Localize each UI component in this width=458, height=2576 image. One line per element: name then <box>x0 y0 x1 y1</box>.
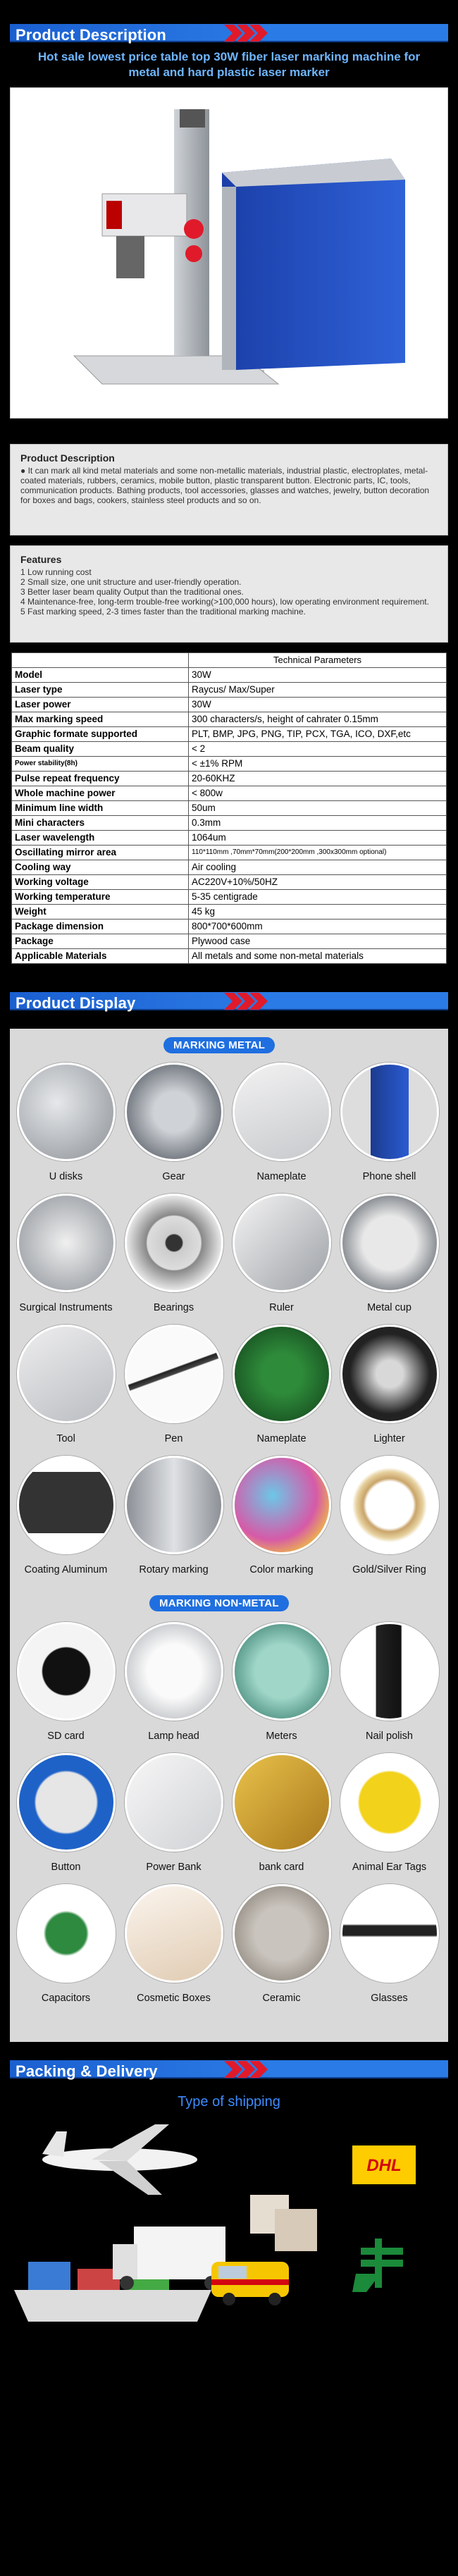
param-name: Laser power <box>12 698 189 712</box>
sample-label: U disks <box>49 1171 83 1182</box>
param-value: 20-60KHZ <box>189 772 447 786</box>
sample-label: Nameplate <box>256 1171 307 1182</box>
table-row <box>12 919 447 934</box>
feature-item: 1 Low running cost <box>20 567 92 577</box>
table-row <box>12 757 447 772</box>
sample-label: Pen <box>164 1433 183 1444</box>
param-value: Air cooling <box>189 860 447 875</box>
sample-image <box>340 1753 439 1852</box>
table-row <box>12 727 447 742</box>
section-title: Packing & Delivery <box>16 2062 158 2080</box>
param-name: Pulse repeat frequency <box>12 772 189 786</box>
sample-image <box>233 1456 331 1554</box>
sample-image <box>125 1622 223 1721</box>
product-hero-image <box>10 87 448 419</box>
sample-item <box>119 1753 228 1884</box>
sample-item <box>227 1325 336 1456</box>
logistics-logo-icon <box>352 2238 403 2292</box>
section-header-display <box>0 989 458 1013</box>
param-value: 110*110mm ,70mm*70mm(200*200mm ,300x300mm optional) <box>189 846 447 860</box>
sample-label: Nail polish <box>366 1730 413 1742</box>
sample-image <box>233 1622 331 1721</box>
section-title: Product Description <box>16 26 167 44</box>
table-header: Technical Parameters <box>189 653 447 668</box>
sample-image <box>340 1325 439 1423</box>
sample-item <box>335 1753 444 1884</box>
sample-image <box>125 1063 223 1161</box>
param-value: < 800w <box>189 786 447 801</box>
sample-label: Coating Aluminum <box>24 1564 108 1575</box>
table-row <box>12 712 447 727</box>
section-header-packing <box>0 2057 458 2081</box>
param-value: 45 kg <box>189 905 447 919</box>
sample-label: Animal Ear Tags <box>352 1862 427 1873</box>
sample-label: bank card <box>259 1862 304 1873</box>
sample-item <box>11 1622 120 1753</box>
sample-image <box>125 1456 223 1554</box>
table-row <box>12 846 447 860</box>
product-title: Hot sale lowest price table top 30W fiber laser marking machine for metal and hard plastic laser marker <box>37 50 421 79</box>
param-value: Raycus/ Max/Super <box>189 683 447 698</box>
sample-image <box>125 1753 223 1852</box>
sample-label: Color marking <box>249 1564 314 1575</box>
features-heading: Features <box>20 554 62 565</box>
param-name: Applicable Materials <box>12 949 189 964</box>
sample-item <box>335 1884 444 2015</box>
marking-metal-label: MARKING METAL <box>163 1037 275 1053</box>
section-title: Product Display <box>16 994 136 1012</box>
chevron-decoration-icon <box>224 991 280 1011</box>
sample-item <box>335 1456 444 1587</box>
sample-label: Rotary marking <box>139 1564 209 1575</box>
sample-image <box>17 1325 116 1423</box>
table-row <box>12 698 447 712</box>
technical-parameters-table <box>11 652 447 964</box>
description-heading: Product Description <box>20 452 115 464</box>
param-name: Laser wavelength <box>12 831 189 846</box>
sample-label: Capacitors <box>41 1993 91 2004</box>
param-name: Power stability(8h) <box>12 757 189 772</box>
sample-item <box>227 1456 336 1587</box>
sample-image <box>340 1884 439 1983</box>
param-value: 300 characters/s, height of cahrater 0.15mm <box>189 712 447 727</box>
sample-label: Lamp head <box>148 1730 199 1742</box>
product-display-panel <box>10 1029 448 2042</box>
airplane-icon <box>42 2124 197 2195</box>
sample-item <box>11 1753 120 1884</box>
table-row <box>12 934 447 949</box>
sample-item <box>11 1194 120 1325</box>
sample-image <box>17 1884 116 1983</box>
description-text: ● It can mark all kind metal materials and some non-metallic materials, industrial plastic, electroplates, metal-coated materials, rubbers, ceramics, mobile button, plastic transparent button. Electronic parts, IC, tools, communication products. Bathing products, tool accessories, glasses and watches, jewelry, button decoration for boxes and bags, cookers, stainless steel products and so on. <box>20 466 430 505</box>
sample-item <box>11 1063 120 1194</box>
table-row <box>12 905 447 919</box>
sample-image <box>233 1194 331 1292</box>
sample-image <box>17 1622 116 1721</box>
sample-item <box>119 1884 228 2015</box>
marking-nonmetal-label: MARKING NON-METAL <box>149 1595 289 1611</box>
sample-label: Cosmetic Boxes <box>137 1993 211 2004</box>
sample-item <box>335 1063 444 1194</box>
param-value: < ±1% RPM <box>189 757 447 772</box>
table-row <box>12 816 447 831</box>
shipping-image <box>0 2110 458 2364</box>
sample-label: Lighter <box>373 1433 405 1444</box>
table-row <box>12 742 447 757</box>
dhl-logo <box>352 2145 416 2184</box>
sample-item <box>335 1622 444 1753</box>
table-row <box>12 860 447 875</box>
param-name: Max marking speed <box>12 712 189 727</box>
sample-label: SD card <box>47 1730 85 1742</box>
param-name: Whole machine power <box>12 786 189 801</box>
table-row <box>12 949 447 964</box>
param-value: AC220V+10%/50HZ <box>189 875 447 890</box>
sample-item <box>119 1194 228 1325</box>
table-row <box>12 683 447 698</box>
sample-item <box>227 1194 336 1325</box>
sample-item <box>227 1622 336 1753</box>
sample-label: Ceramic <box>262 1993 301 2004</box>
description-box <box>10 444 448 535</box>
sample-item <box>227 1884 336 2015</box>
sample-item <box>119 1325 228 1456</box>
table-row <box>12 786 447 801</box>
table-row <box>12 801 447 816</box>
sample-image <box>233 1884 331 1983</box>
sample-item <box>335 1194 444 1325</box>
param-name: Beam quality <box>12 742 189 757</box>
sample-image <box>17 1456 116 1554</box>
sample-item <box>119 1622 228 1753</box>
sample-item <box>119 1063 228 1194</box>
param-name: Working temperature <box>12 890 189 905</box>
param-name: Mini characters <box>12 816 189 831</box>
sample-image <box>340 1063 439 1161</box>
sample-image <box>340 1194 439 1292</box>
param-name: Package dimension <box>12 919 189 934</box>
table-row <box>12 831 447 846</box>
param-name: Laser type <box>12 683 189 698</box>
feature-item: 4 Maintenance-free, long-term trouble-free working(>100,000 hours), low operating environment requirement. <box>20 597 429 607</box>
param-name: Graphic formate supported <box>12 727 189 742</box>
sample-label: Power Bank <box>146 1862 202 1873</box>
sample-label: Phone shell <box>362 1171 416 1182</box>
sample-image <box>17 1753 116 1852</box>
sample-label: Bearings <box>153 1302 194 1313</box>
sample-image <box>340 1622 439 1721</box>
sample-label: Glasses <box>371 1993 408 2004</box>
param-name: Working voltage <box>12 875 189 890</box>
param-value: < 2 <box>189 742 447 757</box>
sample-label: Nameplate <box>256 1433 307 1444</box>
feature-item: 5 Fast marking speed, 2-3 times faster than the traditional marking machine. <box>20 607 306 617</box>
sample-label: Ruler <box>269 1302 294 1313</box>
sample-item <box>335 1325 444 1456</box>
param-value: All metals and some non-metal materials <box>189 949 447 964</box>
sample-image <box>125 1884 223 1983</box>
sample-image <box>17 1194 116 1292</box>
sample-label: Gold/Silver Ring <box>352 1564 426 1575</box>
sample-label: Meters <box>266 1730 297 1742</box>
param-name: Model <box>12 668 189 683</box>
features-box <box>10 545 448 643</box>
shipping-title: Type of shipping <box>178 2094 280 2110</box>
param-value: 30W <box>189 668 447 683</box>
sample-item <box>11 1325 120 1456</box>
sample-image <box>233 1753 331 1852</box>
sample-item <box>227 1063 336 1194</box>
param-value: 30W <box>189 698 447 712</box>
section-header-description <box>0 21 458 45</box>
shipping-illustration <box>0 2110 458 2364</box>
dhl-logo-text: DHL <box>366 2156 402 2175</box>
table-row <box>12 668 447 683</box>
sample-item <box>11 1456 120 1587</box>
param-value: 0.3mm <box>189 816 447 831</box>
sample-label: Metal cup <box>367 1302 411 1313</box>
sample-label: Gear <box>162 1171 185 1182</box>
param-value: PLT, BMP, JPG, PNG, TIP, PCX, TGA, ICO, DXF,etc <box>189 727 447 742</box>
param-name: Minimum line width <box>12 801 189 816</box>
chevron-decoration-icon <box>224 23 280 43</box>
param-name: Weight <box>12 905 189 919</box>
param-value: 50um <box>189 801 447 816</box>
sample-image <box>17 1063 116 1161</box>
sample-image <box>125 1194 223 1292</box>
table-row <box>12 890 447 905</box>
package-boxes-icon <box>250 2195 317 2251</box>
param-value: Plywood case <box>189 934 447 949</box>
sample-image <box>340 1456 439 1554</box>
param-value: 800*700*600mm <box>189 919 447 934</box>
sample-image <box>233 1325 331 1423</box>
table-header-row <box>12 653 447 668</box>
param-name: Package <box>12 934 189 949</box>
feature-item: 2 Small size, one unit structure and user-friendly operation. <box>20 577 242 587</box>
param-name: Cooling way <box>12 860 189 875</box>
feature-item: 3 Better laser beam quality Output than the traditional ones. <box>20 587 244 597</box>
sample-label: Tool <box>56 1433 75 1444</box>
sample-label: Button <box>51 1862 81 1873</box>
param-name: Oscillating mirror area <box>12 846 189 860</box>
sample-item <box>119 1456 228 1587</box>
sample-image <box>125 1325 223 1423</box>
param-value: 5-35 centigrade <box>189 890 447 905</box>
sample-item <box>227 1753 336 1884</box>
sample-image <box>233 1063 331 1161</box>
chevron-decoration-icon <box>224 2060 280 2079</box>
param-value: 1064um <box>189 831 447 846</box>
sample-item <box>11 1884 120 2015</box>
table-row <box>12 772 447 786</box>
sample-label: Surgical Instruments <box>19 1302 113 1313</box>
laser-machine-image <box>11 88 447 419</box>
table-row <box>12 875 447 890</box>
delivery-van-icon <box>211 2262 289 2305</box>
